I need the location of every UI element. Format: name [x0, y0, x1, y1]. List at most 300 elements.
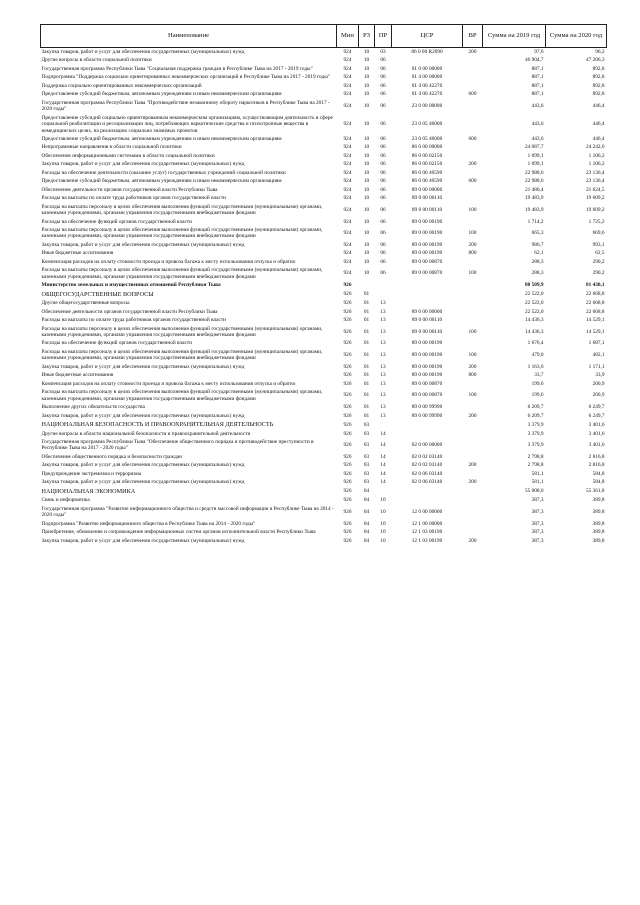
- cell-vr: [463, 487, 483, 497]
- cell-sum-2020: 23 136,4: [585, 169, 605, 176]
- cell-csr: [392, 430, 463, 438]
- table-row: [41, 266, 607, 281]
- cell-name: Расходы на выплаты персоналу в целях обеспечения выполнения функций государственными (муниципальными) органами, казенными учреждениями, органами управления государственными внебюджетными фондами: [41, 267, 323, 280]
- cell-csr: 86 0 00 00000: [411, 144, 443, 151]
- col-header-csr: ЦСР: [392, 25, 463, 48]
- cell-rz: 01: [363, 392, 370, 399]
- cell-sum-2020: 1 171,1: [588, 363, 605, 370]
- cell-vr: 200: [468, 479, 477, 486]
- cell-name: Связь и информатика: [41, 497, 90, 504]
- cell-min: 924: [343, 186, 352, 193]
- table-row: [41, 438, 607, 453]
- table-row: [41, 186, 607, 194]
- cell-sum-2019: 46 904,7: [524, 57, 544, 64]
- cell-rz: 10: [363, 57, 370, 64]
- cell-csr: 89 0 00 00110: [411, 317, 443, 324]
- cell-vr: 200: [468, 363, 477, 370]
- cell-name: Обеспечение деятельности органов государственной власти Республики Тыва: [41, 186, 218, 193]
- cell-min: 924: [343, 121, 352, 128]
- cell-csr: 01 4 00 42270: [411, 82, 443, 89]
- cell-min: 924: [343, 144, 352, 151]
- cell-sum-2019: 19 483,9: [524, 206, 544, 213]
- cell-csr: 89 0 00 00190: [411, 241, 443, 248]
- cell-name: Расходы на выплаты по оплате труда работников органов государственной власти: [41, 317, 227, 324]
- cell-sum-2020: 19 609,2: [585, 206, 605, 213]
- table-row: [41, 325, 607, 340]
- cell-rz: 04: [363, 497, 370, 504]
- budget-document: [40, 24, 606, 545]
- cell-sum-2020: 389,8: [592, 508, 605, 515]
- cell-sum-2020: 24 242,6: [585, 144, 605, 151]
- cell-min: 924: [343, 102, 352, 109]
- cell-vr: [463, 290, 483, 300]
- cell-pr: 14: [380, 462, 386, 469]
- cell-vr: [463, 299, 483, 307]
- cell-rz: 01: [363, 328, 370, 335]
- cell-vr: 200: [468, 49, 477, 55]
- cell-vr: [463, 143, 483, 151]
- cell-csr: 86 0 00 40590: [411, 178, 443, 185]
- cell-sum-2020: 6 249,7: [588, 412, 605, 419]
- cell-rz: 01: [363, 308, 370, 315]
- cell-rz: 04: [363, 520, 370, 527]
- table-row: [41, 528, 607, 536]
- cell-sum-2019: 97,6: [534, 49, 544, 55]
- cell-rz: 01: [363, 317, 370, 324]
- cell-sum-2020: 389,8: [592, 497, 605, 504]
- cell-sum-2019: 387,3: [531, 529, 544, 536]
- cell-rz: 03: [363, 453, 370, 460]
- cell-csr: 02 0 02 03140: [411, 453, 443, 460]
- table-row: [41, 258, 607, 266]
- cell-name: Расходы на выплаты персоналу в целях обеспечения выполнения функций государственными (муниципальными) органами, казенными учреждениями, органами управления государственными внебюджетными фондами: [41, 348, 323, 362]
- cell-sum-2020: 892,8: [592, 91, 605, 98]
- cell-pr: 06: [380, 144, 386, 151]
- cell-sum-2019: 2 798,8: [527, 462, 544, 469]
- table-row: [41, 203, 607, 218]
- cell-sum-2020: 19 609,2: [585, 195, 605, 202]
- cell-min: 926: [343, 462, 352, 469]
- cell-vr: [463, 152, 483, 160]
- cell-sum-2020: 584,8: [592, 479, 605, 486]
- cell-min: 926: [343, 352, 352, 359]
- table-row: [41, 99, 607, 114]
- cell-pr: 06: [380, 186, 386, 193]
- cell-vr: [463, 194, 483, 202]
- cell-sum-2020: 22 668,8: [585, 308, 605, 315]
- cell-pr: 06: [380, 152, 386, 159]
- cell-min: 926: [343, 497, 352, 504]
- cell-name: Закупка товаров, работ и услуг для обеспечения государственных (муниципальных) нужд: [41, 462, 245, 469]
- cell-pr: 14: [380, 430, 386, 437]
- table-row: [41, 299, 607, 307]
- cell-sum-2020: 669,6: [592, 230, 605, 237]
- col-header-name: Наименование: [41, 25, 337, 48]
- cell-csr: 89 0 00 00190: [411, 372, 443, 379]
- cell-csr: 89 0 00 00190: [411, 363, 443, 370]
- cell-sum-2019: 443,6: [531, 121, 544, 128]
- cell-min: 924: [343, 169, 352, 176]
- cell-vr: 100: [468, 352, 477, 359]
- cell-rz: 01: [363, 380, 370, 387]
- table-row: [41, 478, 607, 486]
- cell-pr: 13: [380, 300, 386, 307]
- cell-min: 926: [343, 300, 352, 307]
- cell-min: 926: [343, 537, 352, 544]
- cell-min: 924: [343, 65, 352, 72]
- table-row: [41, 339, 607, 347]
- cell-pr: [375, 420, 392, 430]
- col-header-vr: ВР: [463, 25, 483, 48]
- table-row: [41, 218, 607, 226]
- table-row: [41, 56, 607, 64]
- cell-sum-2019: 1 163,6: [527, 363, 544, 370]
- cell-vr: [463, 520, 483, 528]
- cell-sum-2020: 2 816,8: [588, 453, 605, 460]
- cell-name: Государственная программа Республики Тыва "Обеспечение общественного порядка и противодействие преступности в Республике Тыва на 2017 - 2020 годы": [41, 438, 314, 452]
- cell-csr: 23 0 05 46000: [411, 135, 443, 142]
- cell-sum-2019: 3 379,9: [527, 430, 544, 437]
- cell-name: Предоставление субсидий бюджетным, автономным учреждениям и иным некоммерческим организациям: [41, 135, 282, 142]
- col-header-rz: РЗ: [359, 25, 375, 48]
- cell-vr: [463, 470, 483, 478]
- cell-vr: 800: [468, 250, 477, 257]
- table-row: [41, 430, 607, 438]
- cell-csr: 12 0 00 00000: [411, 508, 443, 515]
- cell-sum-2019: 581,1: [531, 470, 544, 477]
- cell-pr: 06: [380, 230, 386, 237]
- cell-csr: 89 0 00 00190: [411, 230, 443, 237]
- cell-sum-2019: 62,1: [534, 250, 544, 257]
- cell-sum-2019: 581,1: [531, 479, 544, 486]
- cell-vr: 600: [468, 178, 477, 185]
- cell-csr: 89 0 00 99990: [411, 412, 443, 419]
- cell-vr: [463, 186, 483, 194]
- cell-vr: [463, 380, 483, 388]
- cell-sum-2019: 443,6: [531, 102, 544, 109]
- cell-pr: 10: [380, 508, 386, 515]
- cell-pr: 13: [380, 392, 386, 399]
- cell-min: 924: [343, 161, 352, 168]
- cell-pr: 06: [380, 135, 386, 142]
- cell-sum-2020: 55 361,8: [585, 488, 605, 495]
- cell-min: 924: [343, 178, 352, 185]
- cell-sum-2019: 3 379,9: [527, 442, 544, 449]
- cell-min: 926: [343, 508, 352, 515]
- cell-sum-2020: 892,8: [592, 65, 605, 72]
- table-row: [41, 241, 607, 249]
- cell-pr: 13: [380, 363, 386, 370]
- table-row: [41, 461, 607, 469]
- cell-pr: 10: [380, 529, 386, 536]
- cell-sum-2020: 21 624,5: [585, 186, 605, 193]
- cell-sum-2020: 389,8: [592, 537, 605, 544]
- cell-csr: 12 1 03 00190: [411, 537, 443, 544]
- cell-csr: 89 0 00 00870: [411, 270, 443, 277]
- cell-name: Выполнение других обязательств государства: [41, 404, 145, 411]
- cell-name: Непрограммные направления в области социальной политики: [41, 144, 182, 151]
- table-row: [41, 420, 607, 430]
- cell-name: Расходы на выплаты персоналу в целях обеспечения выполнения функций государственными (муниципальными) органами, казенными учреждениями, органами управления государственными внебюджетными фондами: [41, 389, 323, 402]
- cell-min: 926: [343, 404, 352, 411]
- table-row: [41, 348, 607, 363]
- cell-min: 924: [343, 82, 352, 89]
- cell-rz: 10: [363, 74, 370, 81]
- table-row: [41, 496, 607, 504]
- cell-csr: [392, 420, 463, 430]
- cell-pr: 06: [380, 82, 386, 89]
- table-row: [41, 135, 607, 143]
- cell-csr: 89 0 00 00110: [411, 206, 443, 213]
- cell-sum-2019: 19 483,9: [524, 195, 544, 202]
- cell-name: Иные бюджетные ассигнования: [41, 372, 114, 379]
- cell-min: 926: [343, 317, 352, 324]
- cell-sum-2020: 81 430,1: [585, 282, 605, 289]
- cell-sum-2019: 1 714,2: [527, 218, 544, 225]
- cell-sum-2020: 3 401,6: [588, 442, 605, 449]
- cell-pr: 06: [380, 241, 386, 248]
- cell-sum-2020: 892,8: [592, 82, 605, 89]
- cell-vr: [463, 218, 483, 226]
- cell-sum-2020: 62,5: [595, 250, 605, 257]
- cell-csr: 89 0 00 00190: [411, 340, 443, 347]
- cell-rz: 10: [363, 82, 370, 89]
- cell-vr: 200: [468, 462, 477, 469]
- cell-name: Другие вопросы в области социальной политики: [41, 57, 152, 64]
- cell-vr: [463, 496, 483, 504]
- cell-pr: 14: [380, 453, 386, 460]
- table-row: [41, 412, 607, 420]
- cell-sum-2020: 14 529,1: [585, 328, 605, 335]
- cell-sum-2019: 1 099,1: [527, 161, 544, 168]
- cell-min: 926: [343, 291, 352, 298]
- cell-sum-2019: 14 436,3: [524, 328, 544, 335]
- cell-min: 926: [343, 392, 352, 399]
- cell-rz: 03: [363, 462, 370, 469]
- cell-vr: [463, 430, 483, 438]
- cell-pr: 06: [380, 74, 386, 81]
- cell-rz: 03: [363, 442, 370, 449]
- cell-min: 924: [343, 195, 352, 202]
- cell-csr: 12 1 03 00190: [411, 529, 443, 536]
- cell-pr: 13: [380, 404, 386, 411]
- cell-name: Закупка товаров, работ и услуг для обеспечения государственных (муниципальных) нужд: [41, 479, 245, 486]
- cell-pr: 06: [380, 206, 386, 213]
- cell-name: Закупка товаров, работ и услуг для обеспечения государственных (муниципальных) нужд: [41, 49, 245, 55]
- cell-pr: 14: [380, 470, 386, 477]
- cell-vr: [463, 56, 483, 64]
- cell-rz: 10: [363, 218, 370, 225]
- cell-csr: [392, 56, 463, 64]
- cell-min: 926: [343, 412, 352, 419]
- cell-rz: 01: [363, 372, 370, 379]
- cell-sum-2019: 14 436,3: [524, 317, 544, 324]
- cell-sum-2020: 892,8: [592, 74, 605, 81]
- cell-pr: 10: [380, 520, 386, 527]
- cell-sum-2019: 33,7: [534, 372, 544, 379]
- cell-rz: 01: [363, 340, 370, 347]
- cell-vr: [463, 438, 483, 453]
- col-header-pr: ПР: [375, 25, 392, 48]
- table-row: [41, 316, 607, 324]
- cell-csr: 01 4 00 00000: [411, 74, 443, 81]
- cell-sum-2020: 389,8: [592, 520, 605, 527]
- cell-min: 926: [343, 328, 352, 335]
- cell-sum-2020: 1 725,2: [588, 218, 605, 225]
- cell-pr: 13: [380, 340, 386, 347]
- cell-csr: 89 0 00 00000: [411, 186, 443, 193]
- cell-pr: [375, 487, 392, 497]
- cell-min: 926: [343, 529, 352, 536]
- cell-name: Расходы на выплаты персоналу в целях обеспечения выполнения функций государственными (муниципальными) органами, казенными учреждениями, органами управления государственными внебюджетными фондами: [41, 226, 323, 240]
- cell-name: Обеспечение деятельности органов государственной власти Республики Тыва: [41, 308, 218, 315]
- cell-csr: 89 0 00 00190: [411, 352, 443, 359]
- cell-rz: 10: [363, 161, 370, 168]
- cell-vr: 200: [468, 241, 477, 248]
- cell-rz: 10: [363, 186, 370, 193]
- cell-sum-2020: 14 529,1: [585, 317, 605, 324]
- table-row: [41, 470, 607, 478]
- cell-sum-2020: 22 668,8: [585, 300, 605, 307]
- cell-rz: 10: [363, 144, 370, 151]
- cell-rz: 10: [363, 270, 370, 277]
- cell-rz: 10: [363, 135, 370, 142]
- cell-sum-2020: 482,1: [592, 352, 605, 359]
- cell-vr: 100: [468, 270, 477, 277]
- cell-sum-2019: 1 676,4: [527, 340, 544, 347]
- cell-sum-2019: 55 008,0: [524, 488, 544, 495]
- cell-pr: 14: [380, 479, 386, 486]
- cell-sum-2019: 387,3: [531, 497, 544, 504]
- cell-csr: 89 0 00 00110: [411, 328, 443, 335]
- cell-name: Иные бюджетные ассигнования: [41, 250, 114, 257]
- cell-rz: 01: [363, 404, 370, 411]
- cell-rz: 01: [363, 291, 370, 298]
- cell-sum-2020: 1 687,1: [588, 340, 605, 347]
- cell-min: 924: [343, 49, 352, 55]
- table-row: [41, 152, 607, 160]
- cell-vr: 200: [468, 537, 477, 544]
- cell-sum-2019: 2 798,8: [527, 453, 544, 460]
- cell-rz: 01: [363, 363, 370, 370]
- cell-min: 924: [343, 270, 352, 277]
- cell-rz: 10: [363, 65, 370, 72]
- cell-csr: 89 0 00 00190: [411, 250, 443, 257]
- cell-name: Закупка товаров, работ и услуг для обеспечения государственных (муниципальных) нужд: [41, 161, 245, 168]
- cell-vr: [463, 339, 483, 347]
- cell-min: 926: [343, 488, 352, 495]
- cell-vr: 600: [468, 135, 477, 142]
- cell-sum-2019: 21 480,4: [524, 186, 544, 193]
- cell-sum-2019: 6 209,7: [527, 404, 544, 411]
- cell-sum-2019: 6 209,7: [527, 412, 544, 419]
- cell-min: 926: [343, 479, 352, 486]
- cell-name: Закупка товаров, работ и услуг для обеспечения государственных (муниципальных) нужд: [41, 363, 245, 370]
- cell-name: Другие общегосударственные вопросы: [41, 300, 130, 307]
- cell-pr: [375, 281, 392, 289]
- cell-vr: [463, 99, 483, 114]
- cell-min: 926: [343, 470, 352, 477]
- cell-pr: 06: [380, 250, 386, 257]
- cell-sum-2020: 200,9: [592, 380, 605, 387]
- cell-sum-2019: 387,3: [531, 508, 544, 515]
- cell-sum-2020: 6 249,7: [588, 404, 605, 411]
- cell-name: Обеспечение общественного порядка и безопасности граждан: [41, 453, 182, 460]
- table-row: [41, 65, 607, 73]
- cell-name: Поддержка социально ориентированных некоммерческих организаций: [41, 82, 202, 89]
- cell-pr: 06: [380, 169, 386, 176]
- cell-name: Расходы на выплаты по оплате труда работников органов государственной власти: [41, 195, 227, 202]
- cell-vr: [463, 114, 483, 135]
- cell-name: НАЦИОНАЛЬНАЯ БЕЗОПАСНОСТЬ И ПРАВООХРАНИТЕЛЬНАЯ ДЕЯТЕЛЬНОСТЬ: [41, 420, 274, 428]
- cell-min: 924: [343, 241, 352, 248]
- cell-csr: [392, 496, 463, 504]
- cell-sum-2019: 665,3: [531, 230, 544, 237]
- table-header: [41, 25, 607, 48]
- cell-rz: 03: [363, 430, 370, 437]
- cell-sum-2019: 887,1: [531, 65, 544, 72]
- cell-pr: 13: [380, 317, 386, 324]
- cell-name: Закупка товаров, работ и услуг для обеспечения государственных (муниципальных) нужд: [41, 412, 245, 419]
- cell-csr: 23 0 05 46000: [411, 121, 443, 128]
- cell-sum-2020: 47 206,3: [585, 57, 605, 64]
- cell-pr: 06: [380, 57, 386, 64]
- table-row: [41, 143, 607, 151]
- cell-pr: 10: [380, 497, 386, 504]
- cell-sum-2019: 22 988,6: [524, 169, 544, 176]
- cell-pr: 06: [380, 102, 386, 109]
- cell-vr: 600: [468, 91, 477, 98]
- cell-sum-2019: 479,0: [531, 352, 544, 359]
- cell-rz: [359, 281, 375, 289]
- cell-csr: 01 4 00 42270: [411, 91, 443, 98]
- table-row: [41, 505, 607, 520]
- cell-pr: 14: [380, 442, 386, 449]
- table-row: [41, 169, 607, 177]
- cell-rz: 04: [363, 488, 370, 495]
- cell-sum-2019: 387,3: [531, 537, 544, 544]
- table-row: [41, 403, 607, 411]
- cell-name: Закупка товаров, работ и услуг для обеспечения государственных (муниципальных) нужд: [41, 241, 245, 248]
- cell-rz: 04: [363, 529, 370, 536]
- cell-vr: [463, 65, 483, 73]
- table-row: [41, 160, 607, 168]
- cell-vr: [463, 420, 483, 430]
- cell-rz: 10: [363, 206, 370, 213]
- cell-name: Приобретение, обновление и сопровождение информационных систем органов исполнительной власти Республики Тыва: [41, 529, 316, 536]
- cell-rz: 10: [363, 169, 370, 176]
- cell-pr: 06: [380, 121, 386, 128]
- table-row: [41, 380, 607, 388]
- cell-pr: 13: [380, 328, 386, 335]
- cell-vr: [463, 258, 483, 266]
- cell-min: 926: [343, 430, 352, 437]
- cell-min: 924: [343, 206, 352, 213]
- cell-min: 926: [343, 372, 352, 379]
- cell-pr: 03: [380, 49, 386, 55]
- cell-pr: 06: [380, 178, 386, 185]
- cell-min: 924: [343, 218, 352, 225]
- cell-min: 924: [343, 152, 352, 159]
- cell-rz: 01: [363, 352, 370, 359]
- cell-vr: 100: [468, 206, 477, 213]
- cell-name: Государственная программа Республики Тыва "Социальная поддержка граждан в Республике Тыва на 2017 - 2019 годы": [41, 65, 313, 72]
- cell-vr: 200: [468, 412, 477, 419]
- cell-vr: [463, 505, 483, 520]
- cell-rz: 10: [363, 195, 370, 202]
- cell-sum-2020: 3 401,6: [588, 430, 605, 437]
- table-row: [41, 487, 607, 497]
